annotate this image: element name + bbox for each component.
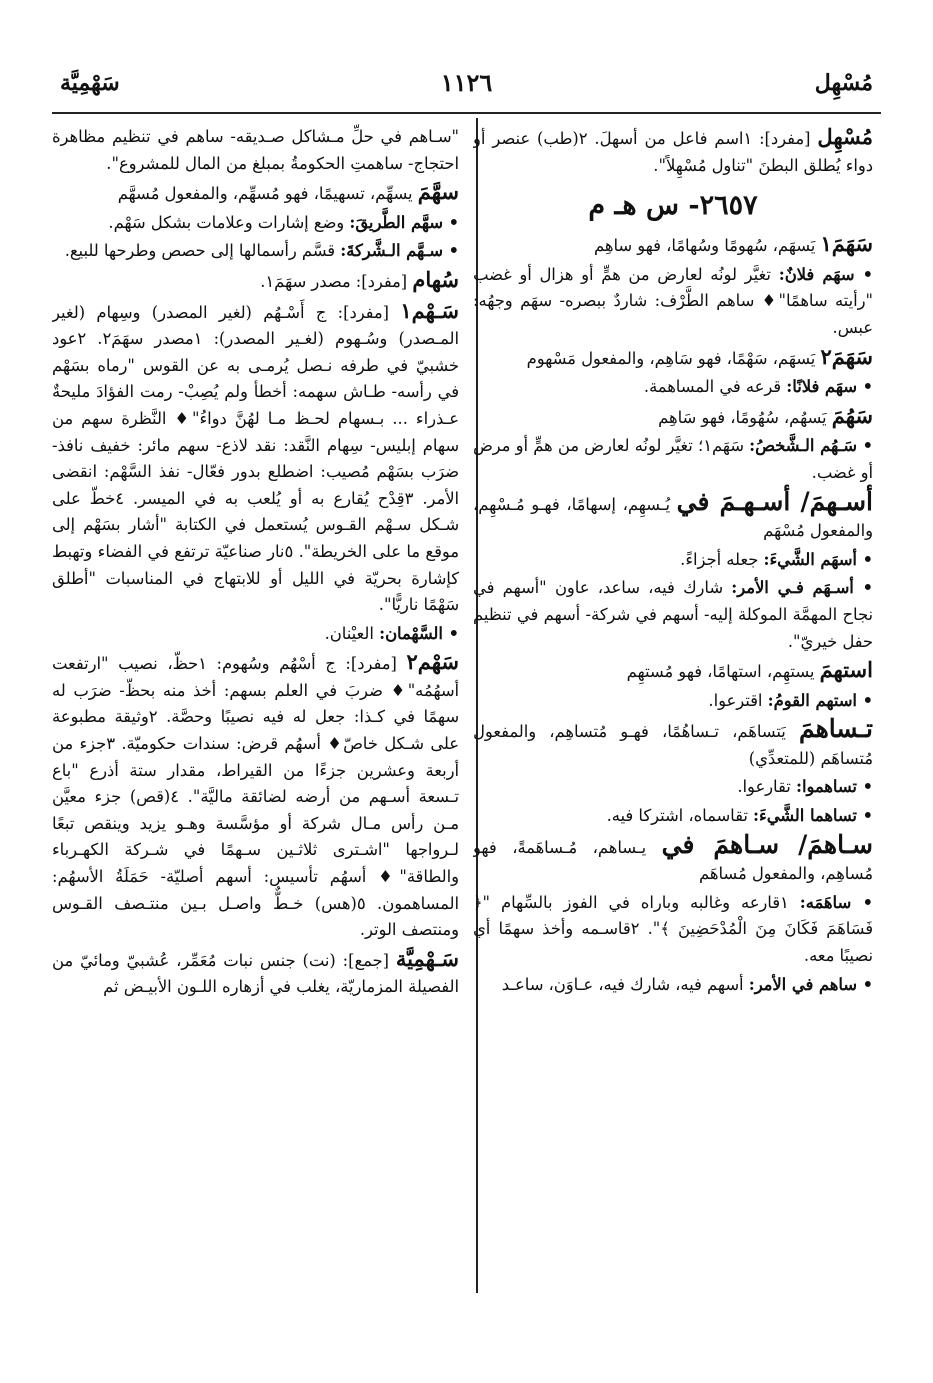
headword: سَهَمَ٢ [820, 343, 873, 369]
sense-text: تغيَّر لونُه لعارض من همٍّ أو هزال أو غضب "رأيته ساهمًا"♦ ساهم الطَّرْف: شاردٌ ببصره- سهَم وجهُه: عبس. [473, 264, 873, 337]
sense-label: • سـهَّم الـشَّركةَ: [340, 241, 459, 261]
sense-text: ١قارعه وغالبه وباراه في الفوز بالسِّهام "﴿ فَسَاهَمَ فَكَانَ مِنَ الْمُدْحَضِينَ ﴾". ٢قاسـمه وأخذ سهمًا أي نصيبًا معه. [473, 892, 873, 966]
sense [52, 238, 459, 265]
headword: سَهَمَ١ [820, 231, 873, 257]
conjugation: يَسهَم، سَهْمًا، فهو سَاهِم، والمفعول مَسْهوم [526, 348, 821, 368]
definition: [مفرد]: ج أَسْـهُم (لغير المصدر) وسِهام (لغير المـصدر) وسُـهوم (لغـير المصدر): ١مصدر سهَمَ٢. ٢عود خشبيّ في طرفه نـصل يُرمـى به عن القوس "رماه بسَهْم في رأسه- طـاش سهمه: أخطأ ولم يُصِبْ- رمت الفؤادَ مليحةٌ عـذراء ... بـسهام لحـظ مـا لهُنَّ دواءُ"♦ النَّظرة سهم من سهام إبليس- سِهام النَّقد: نقد لاذع- سهم مائر: خفيف نافذ- ضرَب بسَهْم مُصيب: اضطلع بدور فعّال- نفذ السَّهْم: انقضى الأمر. ٣قِدْح يُقارع به أو يُلعب به في الميسر. ٤خطّ على شـكل سـهْم القـوس يُستعمل في الكتابة "أشار بسَهْم إلى موقع ما على الخريطة". ٥نار صناعيّة ترتفع في الفضاء وتهبط كإشارة بحريّة في الليل أو للابتهاج في المناسبات "أطلق سَهْمًا ناريًّا". [52, 302, 459, 615]
header-first-word: مُسْهِل [814, 70, 873, 96]
headword: سـاهمَ/ سـاهمَ في [661, 829, 873, 859]
conjugation: يُـسهِم، إسهامًا، فهـو مُـسْهِم، والمفعول مُسْهَم [473, 494, 873, 541]
entry-sahm-1 [52, 298, 459, 619]
sense-text: قسَّم رأسمالها إلى حصص وطرحها للبيع. [64, 241, 341, 261]
sense-label: • ساهم في الأمر: [748, 974, 873, 994]
sense-label: • سَـهُم الـشَّخصُ: [749, 436, 873, 456]
sense [473, 972, 873, 999]
sense [473, 688, 873, 715]
conjugation: يسهِّم، تسهيمًا، فهو مُسهِّم، والمفعول مُسهَّم [117, 184, 418, 204]
headword: سَهْم٢ [406, 649, 459, 675]
headword: تـساهمَ [798, 714, 873, 744]
conjugation: يَتساهَم، تـساهُمًا، فهـو مُتساهِم، والمفعول مُتساهَم (للمتعدِّي) [473, 722, 873, 768]
entry-tasahama [473, 716, 873, 772]
definition: [مفرد]: ج أسْهُم وسُهوم: ١حظّ، نصيب "ارتفعت أسهُمُه"♦ ضربَ في العلم بسهم: أخذ منه بحظّ- ضرَب له سهمًا في كـذا: جعل له فيه نصيبًا وحصَّة. ٢وثيقة مطبوعة على شـكل خاصّ♦ أسهُم قرض: سندات حكوميّة. ٣جزء من أربعة وعشرين جزءًا من القيراط، مقدار ستة أذرع "باع تـسعة أسـهم من أرضه لضائقة ماليَّة". ٤(قص) جزء معيَّن مـن رأس مـال شركة أو مؤسَّسة وهـو يزيد وينقص تبعًا لـرواجها "اشـترى ثلاثـين سـهمًا في شـركة الكهـرباء والطاقة"♦ أسهُم تأسيس: أسهم أصليّة- حَمَلَةُ الأسهُم: المساهمون. ٥(هس) خـطٌّ واصـل بـين منتـصف القـوس ومنتصف الوتر. [52, 654, 459, 940]
sense-label: • ساهَمَه: [799, 892, 873, 912]
page-number: ١١٢٦ [440, 68, 493, 97]
sense-label: • سهَم فلانًا: [786, 377, 873, 397]
entry-sahuma [473, 403, 873, 432]
sense-label: • سهَم فلانٌ: [778, 264, 873, 284]
headword: مُسْهِل [817, 124, 873, 149]
headword: سهَّمَ [417, 179, 459, 205]
sense-label: • أسهَم الشَّيءَ: [763, 549, 873, 569]
headword: سَـهْمِيَّة [395, 945, 459, 971]
sense-text: وضع إشارات وعلامات بشكل سَهْم. [108, 212, 350, 232]
sense-label: • السَّهْمان: [379, 623, 459, 643]
sense-text: شارك فيه، ساعد، عاون "أسهم في نجاح المهمَّة الموكلة إليه- أسهم في شركة- أسهم في تنظيم حفل خيريّ". [473, 578, 873, 651]
header-rule [52, 112, 881, 114]
sense [473, 890, 873, 970]
headword: استهمَ [819, 657, 873, 683]
conjugation: يستهِم، استهامًا، فهو مُستهِم [626, 662, 820, 682]
sense-text: قرعه في المساهمة. [643, 377, 787, 397]
right-column [473, 124, 873, 1294]
sense-label: • سهَّم الطَّريقَ: [349, 212, 459, 232]
entry-sahm-2 [52, 649, 459, 944]
entry-suham [52, 267, 459, 296]
continuation-paragraph: "سـاهم في حلِّ مـشاكل صـديقه- ساهم في تنظيم مظاهرة احتجاج- ساهمتِ الحكومةُ بمبلغ من المال للمشروع". [52, 127, 459, 173]
entry-mushil [473, 124, 873, 179]
definition: [مفرد]: ١اسم فاعل من أسهلَ. ٢(طب) عنصر أو دواء يُطلق البطنَ "تناول مُسْهِلاً". [473, 129, 873, 175]
header-last-word: سَهْمِيَّة [60, 70, 120, 96]
sense [473, 803, 873, 830]
definition: [مفرد]: مصدر سهَمَ١. [260, 271, 413, 291]
sense-text: سَهَم١؛ تغيَّر لونُه لعارض من همٍّ أو مرض أو غضب. [473, 436, 873, 482]
sense [52, 621, 459, 648]
entry-sahama-2 [473, 344, 873, 373]
entry-sahama-3 [473, 829, 873, 888]
headword: سَـهْم١ [400, 297, 459, 323]
headword: أسـهمَ/ أسـهـمَ في [676, 486, 873, 516]
sense [473, 774, 873, 801]
sense-label: • أسـهَم فـي الأمر: [731, 578, 873, 598]
left-column [52, 124, 459, 1294]
sense-text: تقارعوا. [737, 777, 796, 797]
sense [473, 262, 873, 342]
entry-sahmiyya [52, 946, 459, 1001]
sense-label: • استهم القومُ: [767, 690, 873, 710]
entry-sahhama [52, 179, 459, 208]
conjugation: يَسهَم، سُهومًا وسُهامًا، فهو ساهِم [594, 236, 821, 256]
sense [52, 210, 459, 237]
entry-istahama [473, 657, 873, 686]
headword: سَهُمَ [831, 402, 873, 428]
running-header [52, 60, 881, 100]
sense-label: • تساهموا: [795, 777, 873, 797]
sense-label: • تساهما الشَّيءَ: [753, 806, 873, 826]
sense-text: العيْنان. [324, 623, 380, 643]
sense-text: جعله أجزاءً. [680, 549, 764, 569]
entry-ashama [473, 486, 873, 545]
sense [473, 374, 873, 401]
sense-text: أسهم فيه، شارك فيه، عـاوَن، ساعـد [501, 974, 749, 994]
sense [473, 575, 873, 655]
entry-sahama-1 [473, 231, 873, 260]
conjugation: يـساهم، مُـساهَمةً، فهو مُساهِم، والمفعول مُساهَم [473, 837, 873, 884]
root-heading: ٢٦٥٧- س هـ م [588, 190, 758, 222]
definition: [جمع]: (نت) جنس نبات مُعَمِّر، عُشبيّ ومائيّ من الفصيلة المزماريّة، يغلب في أزهاره اللـون الأبيـض ثم [52, 950, 459, 997]
headword: سُهام [412, 266, 459, 292]
sense [473, 547, 873, 574]
sense [473, 433, 873, 486]
sense-text: تقاسماه، اشتركا فيه. [606, 806, 754, 826]
conjugation: يَسهُم، سُهُومًا، فهو سَاهِم [658, 407, 832, 427]
sense-text: اقترعوا. [708, 690, 768, 710]
